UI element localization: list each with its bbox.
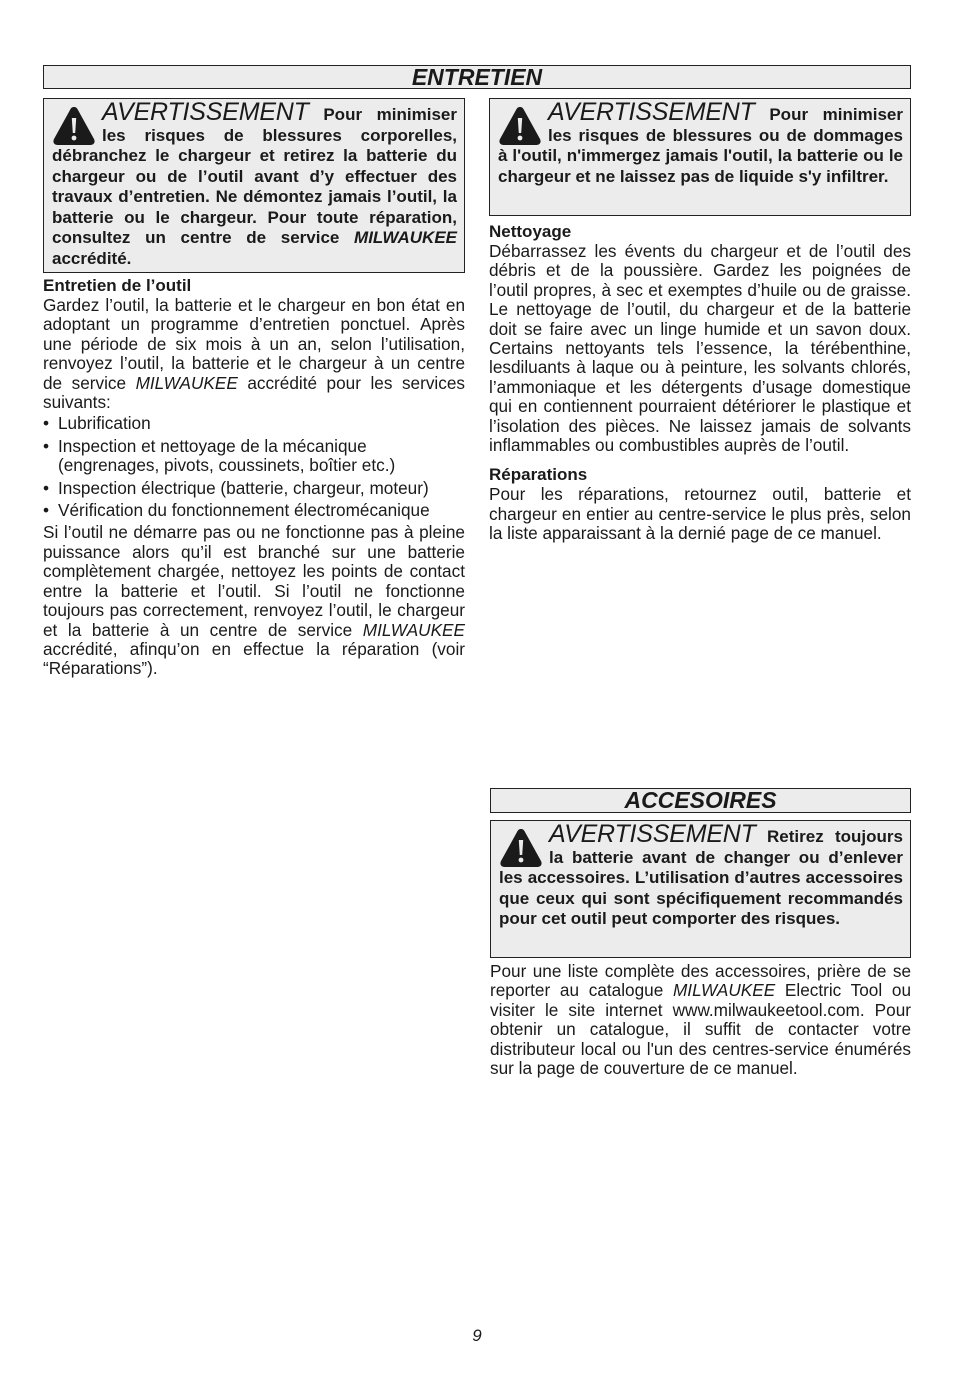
warning-text: Pour minimiser les risques de blessures ou de dommages à l'outil, n'immergez jamais l'outil, la batterie ou le chargeur et ne laissez pas de liquide s'y infiltrer.: [498, 105, 903, 186]
cleaning-section: [489, 222, 911, 544]
brand-name: MILWAUKEE: [672, 980, 776, 1001]
brand-name: MILWAUKEE: [362, 619, 465, 640]
tool-care-paragraph-2: Si l’outil ne démarre pas ou ne fonctionne pas à pleine puissance alors qu’il est branché sur une batterie complètement chargée, nettoyez les points de contact entre la batterie et l’outil. Si l’outil ne fonctionne toujours pas correctement, renvoyez l’outil, le chargeur et la batterie à un centre de service MILWAUKEE accrédité, afinqu’on en effectue la réparation (voir “Réparations”).: [43, 522, 465, 679]
warning-text-tail: accrédité.: [52, 248, 132, 268]
service-list: [43, 414, 465, 520]
subheading-cleaning: Nettoyage: [489, 222, 572, 241]
brand-name: MILWAUKEE: [354, 228, 457, 247]
brand-name: MILWAUKEE: [135, 372, 238, 393]
list-item: • Inspection électrique (batterie, chargeur, moteur): [43, 479, 465, 498]
warning-title: AVERTISSEMENT: [549, 820, 756, 848]
section-title-entretien: ENTRETIEN: [43, 65, 911, 89]
warning-title: AVERTISSEMENT: [548, 98, 755, 126]
list-item: • Vérification du fonctionnement électromécanique: [43, 501, 465, 520]
accessories-paragraph: Pour une liste complète des accessoires, prière de se reporter au catalogue MILWAUKEE Electric Tool ou visiter le site internet www.milwaukeetool.com. Pour obtenir un catalogue, il suffit de contacter votre distributeur local ou l'un des centres-service énumérés sur la page de couverture de ce manuel.: [490, 961, 912, 1079]
warning-triangle-icon: [499, 828, 543, 868]
subheading-repairs: Réparations: [489, 465, 588, 485]
warning-triangle-icon: [52, 106, 96, 146]
repairs-paragraph: Pour les réparations, retournez outil, batterie et chargeur en entier au centre-service le plus près, selon la liste apparaissant à la dernié page de ce manuel.: [489, 484, 911, 544]
warning-title: AVERTISSEMENT: [102, 98, 309, 126]
warning-box-maintenance: [43, 98, 465, 273]
accessories-section: [490, 962, 911, 1078]
warning-box-accessories: [490, 820, 911, 958]
tool-care-paragraph-1: Gardez l’outil, la batterie et le chargeur en bon état en adoptant un programme d’entretien ponctuel. Après une période de six mois à un an, selon l’utilisation, renvoyez l’outil, la batterie et le chargeur à un centre de service MILWAUKEE accrédité pour les services suivants:: [43, 295, 465, 413]
list-item: • Inspection et nettoyage de la mécanique (engrenages, pivots, coussinets, boîtier etc.): [43, 437, 465, 476]
warning-text: Retirez toujours la batterie avant de changer ou d’enlever les accessoires. L’utilisation d’autres accessoires que ceux qui sont spécifiquement recommandés pour cet outil peut comporter des risques.: [499, 827, 903, 928]
warning-triangle-icon: [498, 106, 542, 146]
page-number: 9: [472, 1326, 482, 1345]
tool-care-section: [43, 276, 465, 679]
warning-text: Pour minimiser les risques de blessures corporelles, débranchez le chargeur et retirez la batterie du chargeur ou de l’outil avant d’y effectuer des travaux d’entretien. Ne démontez jamais l’outil, la batterie ou le chargeur. Pour toute réparation, consultez un centre de service: [52, 105, 457, 247]
list-item: • Lubrification: [43, 414, 465, 433]
subheading-tool-care: Entretien de l’outil: [43, 276, 192, 295]
section-title-accessoires: ACCESOIRES: [490, 788, 911, 813]
cleaning-paragraph: Débarrassez les évents du chargeur et de l’outil des débris et de la poussière. Gardez les poignées de l’outil propres, à sec et exemptes d’huile ou de graisse. Le nettoyage de l’outil, du chargeur et de la batterie doit se faire avec un linge humide et un savon doux. Certains nettoyants tels l’essence, la térébenthine, lesdiluants à laque ou à peinture, les solvants chlorés, l’ammoniaque et les détergents d’usage domestique qui en contiennent pourraient détériorer le plastique et l’isolation des pièces. Ne laissez jamais de solvants inflammables ou combustibles auprès de l’outil.: [489, 241, 911, 456]
warning-box-immersion: [489, 98, 911, 216]
